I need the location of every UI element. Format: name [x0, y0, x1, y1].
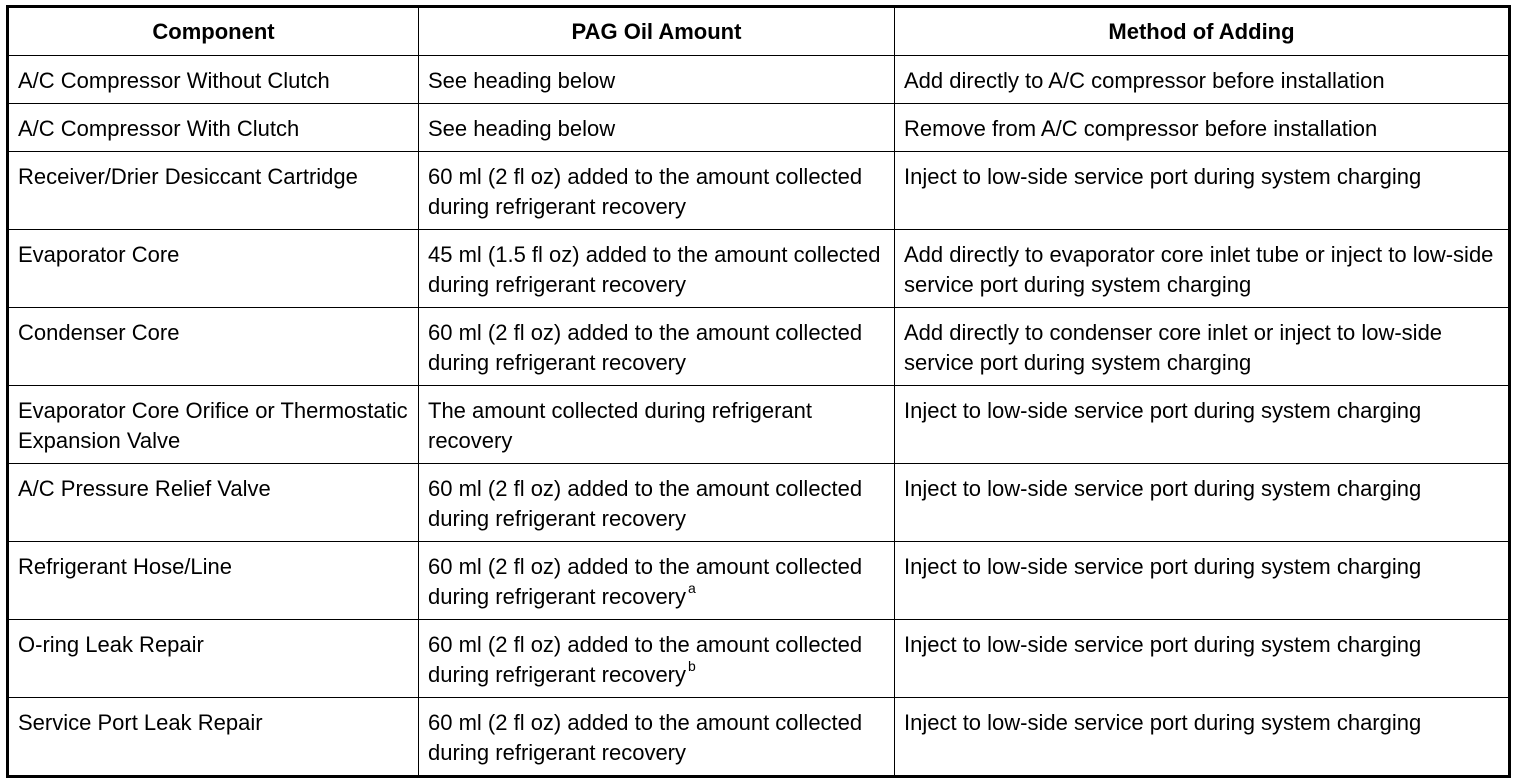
- footnote-marker: a: [688, 579, 696, 596]
- method-cell: Add directly to A/C compressor before installation: [895, 56, 1510, 104]
- method-cell: Inject to low-side service port during system charging: [895, 152, 1510, 230]
- amount-cell: [419, 542, 895, 620]
- amount-text: 45 ml (1.5 fl oz) added to the amount collected during refrigerant recovery: [428, 242, 881, 297]
- amount-text: 60 ml (2 fl oz) added to the amount collected during refrigerant recovery: [428, 710, 863, 765]
- amount-text: The amount collected during refrigerant recovery: [428, 398, 812, 453]
- amount-cell: [419, 230, 895, 308]
- column-header-pag-oil-amount: PAG Oil Amount: [419, 7, 895, 56]
- table-row: [8, 386, 1510, 464]
- component-cell: Condenser Core: [8, 308, 419, 386]
- amount-text: 60 ml (2 fl oz) added to the amount collected during refrigerant recovery: [428, 164, 863, 219]
- table-row: [8, 308, 1510, 386]
- method-cell: Remove from A/C compressor before installation: [895, 104, 1510, 152]
- component-cell: O-ring Leak Repair: [8, 620, 419, 698]
- amount-cell: [419, 386, 895, 464]
- table-row: [8, 104, 1510, 152]
- component-cell: A/C Compressor With Clutch: [8, 104, 419, 152]
- table-row: [8, 464, 1510, 542]
- amount-text: 60 ml (2 fl oz) added to the amount collected during refrigerant recovery: [428, 476, 863, 531]
- component-cell: A/C Pressure Relief Valve: [8, 464, 419, 542]
- amount-text: See heading below: [428, 68, 616, 93]
- table-row: [8, 620, 1510, 698]
- table-row: [8, 230, 1510, 308]
- pag-oil-table: [6, 5, 1511, 778]
- table-row: [8, 542, 1510, 620]
- method-cell: Inject to low-side service port during system charging: [895, 386, 1510, 464]
- component-cell: Refrigerant Hose/Line: [8, 542, 419, 620]
- amount-cell: [419, 620, 895, 698]
- amount-cell: [419, 104, 895, 152]
- method-cell: Add directly to condenser core inlet or inject to low-side service port during system charging: [895, 308, 1510, 386]
- column-header-component: Component: [8, 7, 419, 56]
- component-cell: Receiver/Drier Desiccant Cartridge: [8, 152, 419, 230]
- amount-cell: [419, 308, 895, 386]
- method-cell: Inject to low-side service port during system charging: [895, 698, 1510, 777]
- amount-cell: [419, 56, 895, 104]
- amount-text: 60 ml (2 fl oz) added to the amount collected during refrigerant recovery: [428, 632, 863, 687]
- component-cell: Evaporator Core Orifice or Thermostatic Expansion Valve: [8, 386, 419, 464]
- amount-text: 60 ml (2 fl oz) added to the amount collected during refrigerant recovery: [428, 554, 863, 609]
- amount-text: 60 ml (2 fl oz) added to the amount collected during refrigerant recovery: [428, 320, 863, 375]
- method-cell: Inject to low-side service port during system charging: [895, 464, 1510, 542]
- component-cell: Service Port Leak Repair: [8, 698, 419, 777]
- component-cell: Evaporator Core: [8, 230, 419, 308]
- column-header-method-of-adding: Method of Adding: [895, 7, 1510, 56]
- amount-cell: [419, 152, 895, 230]
- table-row: [8, 698, 1510, 777]
- table-row: [8, 152, 1510, 230]
- amount-cell: [419, 698, 895, 777]
- method-cell: Add directly to evaporator core inlet tube or inject to low-side service port during system charging: [895, 230, 1510, 308]
- component-cell: A/C Compressor Without Clutch: [8, 56, 419, 104]
- amount-text: See heading below: [428, 116, 616, 141]
- footnote-marker: b: [688, 657, 696, 674]
- method-cell: Inject to low-side service port during system charging: [895, 542, 1510, 620]
- method-cell: Inject to low-side service port during system charging: [895, 620, 1510, 698]
- table-header-row: [8, 7, 1510, 56]
- table-row: [8, 56, 1510, 104]
- amount-cell: [419, 464, 895, 542]
